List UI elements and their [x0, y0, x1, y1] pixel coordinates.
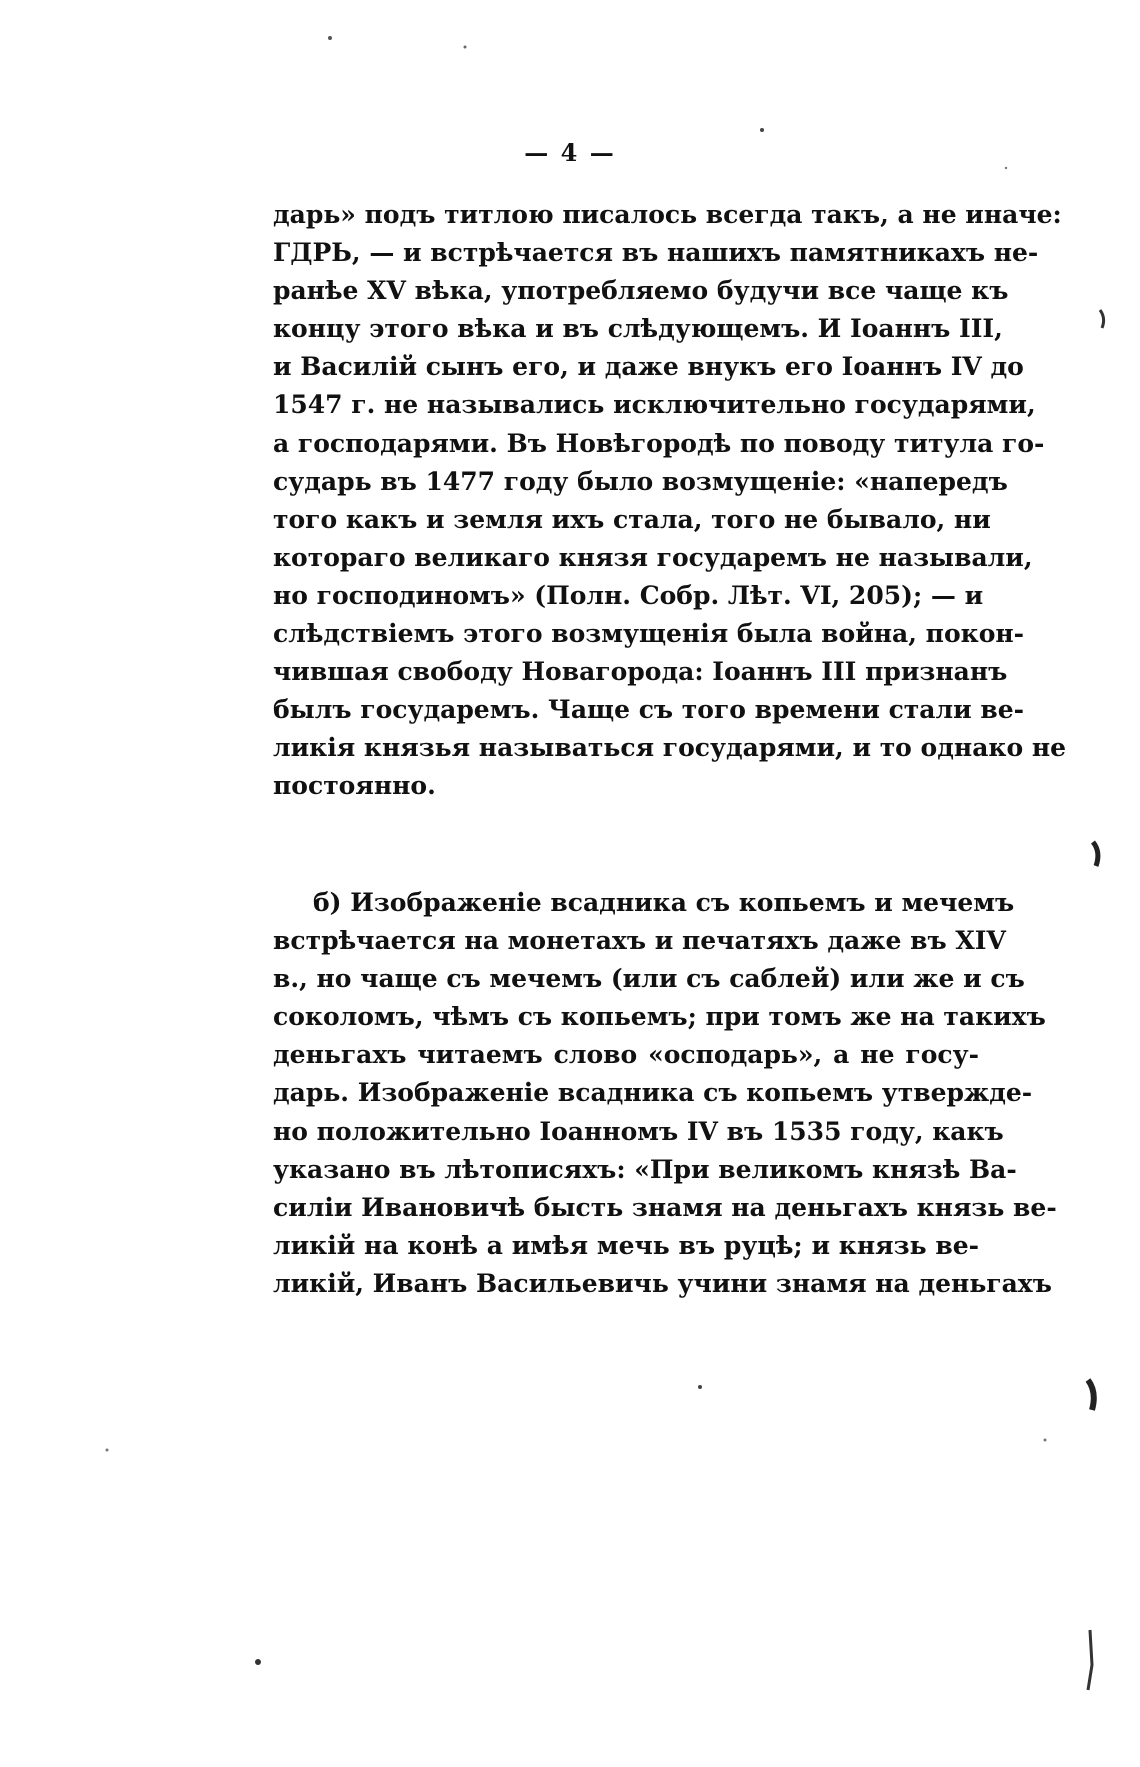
speck — [698, 1385, 702, 1389]
speck — [328, 36, 332, 40]
text-line: ликій на конѣ а имѣя мечь въ руцѣ; и князь ве- — [273, 1230, 979, 1260]
page-number: — 4 — — [524, 138, 616, 167]
text-line: в., но чаще съ мечемъ (или съ саблей) или же и съ — [273, 964, 1025, 994]
text-line: 1547 г. не назывались исключительно государями, — [273, 390, 1036, 420]
text-line: деньгахъ читаемъ слово «осподарь», а не госу- — [273, 1040, 979, 1070]
text-line: дарь. Изображеніе всадника съ копьемъ утвержде- — [273, 1078, 1033, 1108]
text-line: ликія князья называться государями, и то однако не — [273, 733, 1067, 763]
text-line: ликій, Иванъ Васильевичь учини знамя на деньгахъ — [273, 1268, 1052, 1298]
text-line: б) Изображеніе всадника съ копьемъ и мечемъ — [313, 888, 1015, 917]
text-line: а господарями. Въ Новѣгородѣ по поводу титула го- — [273, 428, 1045, 458]
speck — [255, 1659, 261, 1665]
paragraph-2 — [273, 884, 1057, 1303]
text-line: но господиномъ» (Полн. Собр. Лѣт. VI, 205); — и — [273, 580, 984, 610]
speck — [106, 1449, 109, 1452]
text-line: котораго великаго князя государемъ не называли, — [273, 542, 1033, 572]
margin-mark — [1088, 1630, 1092, 1690]
margin-mark — [1088, 1380, 1094, 1410]
text-line: былъ государемъ. Чаще съ того времени стали ве- — [273, 695, 1025, 725]
speck — [1005, 167, 1007, 169]
text-line: силіи Ивановичѣ бысть знамя на деньгахъ князь ве- — [273, 1192, 1057, 1222]
speck — [760, 128, 764, 132]
speck — [1044, 1439, 1047, 1442]
text-line: но положительно Іоанномъ IV въ 1535 году, какъ — [273, 1116, 1004, 1146]
text-line: чившая свободу Новагорода: Іоаннъ III признанъ — [273, 657, 1008, 687]
text-line: слѣдствіемъ этого возмущенія была война, покон- — [273, 619, 1025, 649]
speck — [464, 46, 467, 49]
text-line: дарь» подъ титлою писалось всегда такъ, а не иначе: — [273, 200, 1062, 229]
margin-mark — [1093, 842, 1098, 866]
margin-mark — [1100, 310, 1104, 328]
paragraph-1 — [273, 196, 1067, 806]
text-line: концу этого вѣка и въ слѣдующемъ. И Іоаннъ III, — [273, 314, 1003, 344]
text-line: ранѣе XV вѣка, употребляемо будучи все чаще къ — [273, 276, 1009, 306]
text-line: и Василій сынъ его, и даже внукъ его Іоаннъ IV до — [273, 352, 1024, 382]
text-line: соколомъ, чѣмъ съ копьемъ; при томъ же на такихъ — [273, 1002, 1046, 1032]
text-line: указано въ лѣтописяхъ: «При великомъ князѣ Ва- — [273, 1154, 1017, 1184]
text-line: того какъ и земля ихъ стала, того не бывало, ни — [273, 504, 991, 534]
text-line: встрѣчается на монетахъ и печатяхъ даже въ XIV — [273, 926, 1006, 956]
text-line: ГДРЬ, — и встрѣчается въ нашихъ памятникахъ не- — [273, 238, 1039, 268]
text-line: постоянно. — [273, 771, 436, 801]
text-line: сударь въ 1477 году было возмущеніе: «напередъ — [273, 466, 1008, 496]
